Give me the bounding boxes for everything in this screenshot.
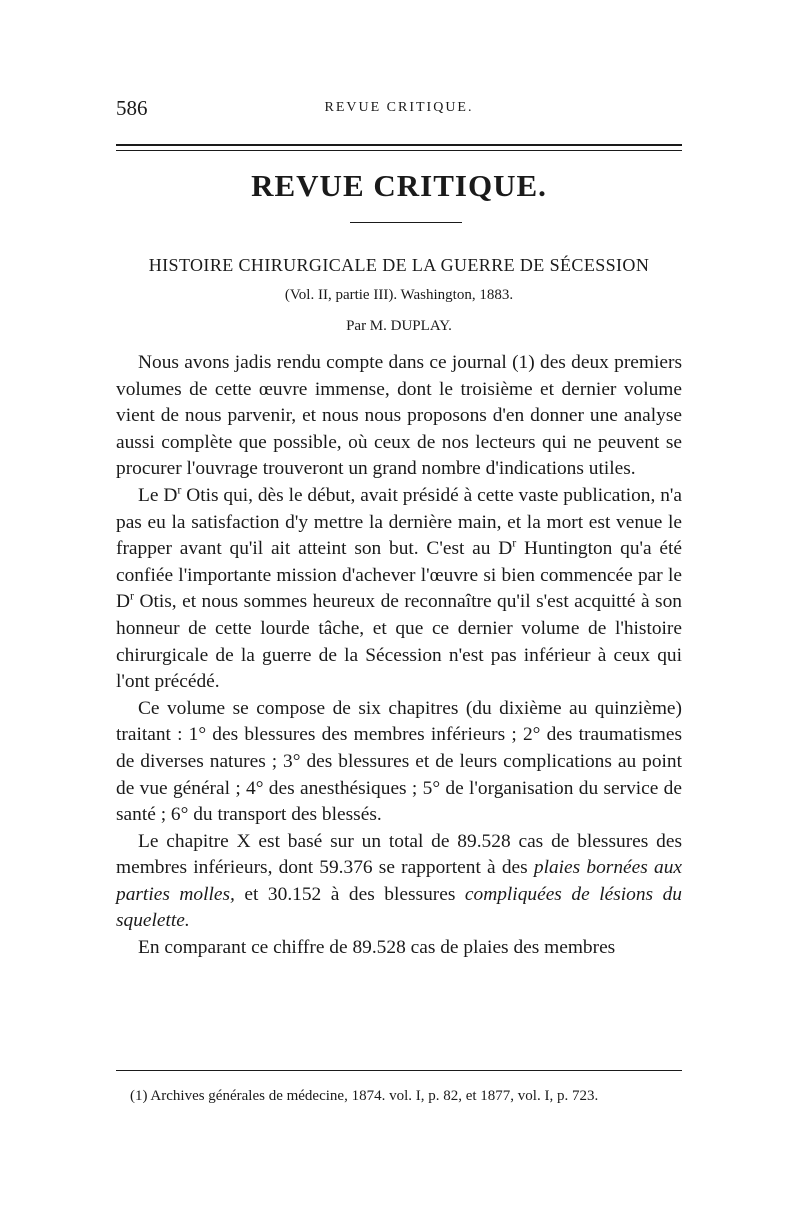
section-title: REVUE CRITIQUE. <box>251 168 547 203</box>
article-body <box>116 350 682 962</box>
running-head <box>116 96 682 120</box>
superscript-doctor: r <box>512 535 517 550</box>
article-title: HISTOIRE CHIRURGICALE DE LA GUERRE DE SÉCESSION <box>148 255 650 275</box>
page-number: 586 <box>116 96 148 120</box>
footnote-text: (1) Archives générales de médecine, 1874. vol. I, p. 82, et 1877, vol. I, p. 723. <box>130 1088 599 1104</box>
running-title: REVUE CRITIQUE. <box>324 100 474 115</box>
paragraph-3: Ce volume se compose de six chapitres (du dixième au quinzième) traitant : 1° des blessures des membres inférieurs ; 2° des traumatismes de diverses natures ; 3° des blessures et de leurs complications au point de vue général ; 4° des anesthésiques ; 5° de l'organisation du service de santé ; 6° du transport des blessés. <box>116 697 682 826</box>
paragraph-4 <box>116 829 682 935</box>
header-rule-bottom <box>116 150 682 151</box>
superscript-doctor: r <box>130 588 135 603</box>
paragraph-4-text: et 30.152 à des blessures <box>234 883 465 905</box>
title-rule <box>350 222 462 223</box>
article-author: Par M. DUPLAY. <box>346 318 452 334</box>
superscript-doctor: r <box>177 482 182 497</box>
footnote <box>116 1085 682 1107</box>
paragraph-2-text: Huntington qu'a été confiée l'importante mission d'achever l'œuvre si bien commencée par le D <box>116 538 682 613</box>
paragraph-1: Nous avons jadis rendu compte dans ce journal (1) des deux premiers volumes de cette œuvre immense, dont le troisième et dernier volume vient de nous parvenir, et nous nous proposons d'en donner une analyse aussi complète que possible, où ceux de nos lecteurs qui ne peuvent se procurer l'ouvrage trouveront un grand nombre d'indications utiles. <box>116 352 682 480</box>
paragraph-2-text: Otis, et nous sommes heureux de reconnaître qu'il s'est acquitté à son honneur de cette lourde tâche, et que ce dernier volume de l'histoire chirurgicale de la guerre de la Sécession n'est pas inférieur à ceux qui l'ont précédé. <box>116 591 682 693</box>
paragraph-5: En comparant ce chiffre de 89.528 cas de plaies des membres <box>138 937 616 959</box>
header-rule-top <box>116 144 682 146</box>
italic-phrase: compliquées de lésions du squelette. <box>116 883 682 932</box>
paragraph-2-text: Otis qui, dès le début, avait présidé à cette vaste publication, n'a pas eu la satisfaction d'y mettre la dernière main, et la mort est venue le frapper avant qu'il ait atteint son but. C'est au D <box>116 484 682 560</box>
paragraph-4-text: Le chapitre X est basé sur un total de 89.528 cas de blessures des membres inférieurs, dont 59.376 se rapportent à des <box>116 830 682 879</box>
paragraph-2-text: Le D <box>138 484 178 506</box>
footnote-rule <box>116 1070 682 1071</box>
article-subtitle: (Vol. II, partie III). Washington, 1883. <box>284 287 514 303</box>
paragraph-2 <box>116 483 682 696</box>
italic-phrase: plaies bornées aux parties molles, <box>116 857 682 905</box>
